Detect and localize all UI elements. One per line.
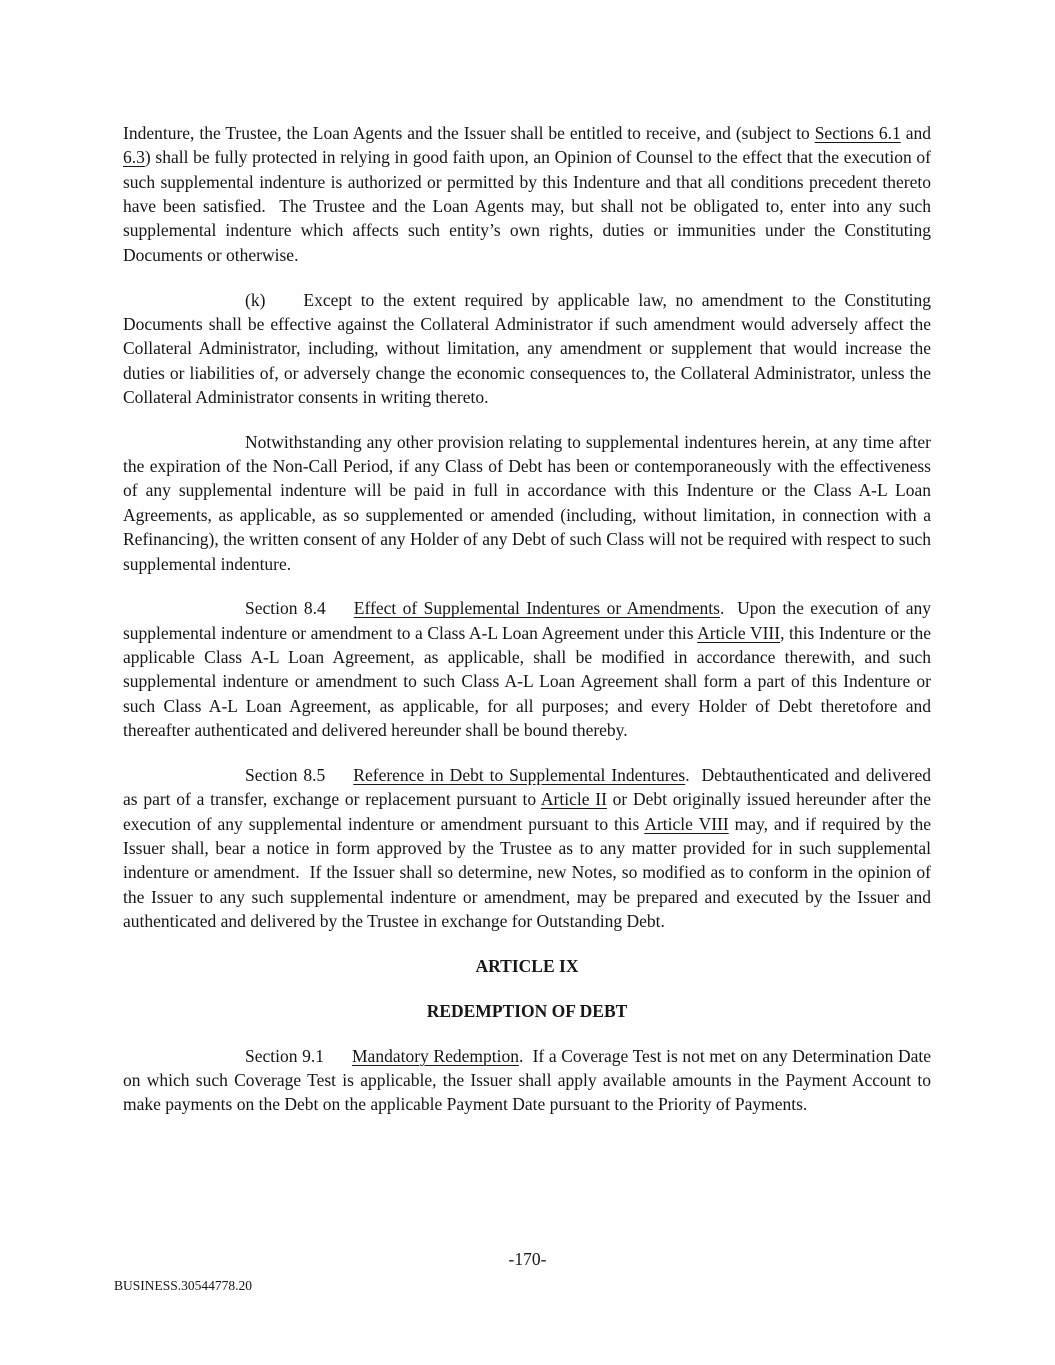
paragraph bbox=[123, 121, 931, 267]
underlined-text-run: 6.3 bbox=[123, 147, 145, 168]
text-run: , this Indenture or the applicable Class A-L Loan Agreement, as applicable, shall be modified in accordance therewith, and such supplemental indenture or amendment to such Class A-L Loan Agreement shall form a part of this Indenture or such Class A-L Loan Agreement, as applicable, for all purposes; and every Holder of Debt theretofore and thereafter authenticated and delivered hereunder shall be bound thereby. bbox=[123, 622, 931, 741]
underlined-text-run: Article VIII bbox=[644, 813, 729, 834]
article-heading: ARTICLE IX bbox=[475, 955, 579, 976]
text-run: and bbox=[900, 123, 931, 143]
text-run: Section 8.5 bbox=[245, 764, 326, 785]
text-run: . If a Coverage Test is not met on any Determination Date on which such Coverage Test is applicable, the Issuer shall apply available amounts in the Payment Account to make payments on the Debt on the applicable Payment Date pursuant to the Priority of Payments. bbox=[123, 1045, 931, 1115]
text-run: . Debtauthenticated and delivered as part of a transfer, exchange or replacement pursuant to bbox=[123, 764, 931, 810]
underlined-text-run: Article VIII bbox=[697, 622, 781, 643]
text-run: . Upon the execution of any supplemental indenture or amendment to a Class A-L Loan Agreement under this bbox=[123, 598, 932, 643]
text-run: Section 9.1 bbox=[245, 1045, 324, 1066]
underlined-text-run: Effect of Supplemental Indentures or Amendments bbox=[353, 598, 720, 619]
paragraph bbox=[123, 288, 931, 410]
page-number: -170- bbox=[508, 1249, 547, 1269]
paragraph bbox=[123, 763, 931, 933]
paragraph bbox=[123, 430, 931, 576]
text-run: Section 8.4 bbox=[245, 598, 326, 619]
text-run: Except to the extent required by applicable law, no amendment to the Constituting Documents shall be effective against the Collateral Administrator if such amendment would adversely affect the Collateral Administrator, including, without limitation, any amendment or supplement that would increase the duties or liabilities of, or adversely change the economic consequences to, the Collateral Administrator, unless the Collateral Administrator consents in writing thereto. bbox=[123, 289, 931, 407]
text-run: may, and if required by the Issuer shall, bear a notice in form approved by the Trustee as to any matter provided for in such supplemental indenture or amendment. If the Issuer shall so determine, new Notes, so modified as to conform in the opinion of the Issuer to any such supplemental indenture or amendment, may be prepared and executed by the Issuer and authenticated and delivered by the Trustee in exchange for Outstanding Debt. bbox=[123, 813, 931, 931]
text-run: Indenture, the Trustee, the Loan Agents and the Issuer shall be entitled to receive, and (subject to bbox=[123, 123, 815, 143]
underlined-text-run: Sections 6.1 bbox=[814, 123, 901, 143]
underlined-text-run: Mandatory Redemption bbox=[352, 1045, 519, 1066]
text-run: Notwithstanding any other provision relating to supplemental indentures herein, at any time after the expiration of the Non-Call Period, if any Class of Debt has been or contemporaneously with the effectiveness of any supplemental indenture will be paid in full in accordance with this Indenture or the Class A-L Loan Agreements, as applicable, as so supplemented or amended (including, without limitation, in connection with a Refinancing), the written consent of any Holder of any Debt of such Class will not be required with respect to such supplemental indenture. bbox=[123, 431, 931, 574]
article-heading: REDEMPTION OF DEBT bbox=[426, 1000, 628, 1021]
text-run: or Debt originally issued hereunder after the execution of any supplemental indenture or amendment pursuant to this bbox=[123, 789, 932, 834]
document-id: BUSINESS.30544778.20 bbox=[114, 1278, 253, 1293]
text-run: (k) bbox=[245, 289, 266, 310]
paragraph bbox=[123, 596, 931, 742]
paragraph bbox=[123, 1044, 931, 1117]
text-run: ) shall be fully protected in relying in good faith upon, an Opinion of Counsel to the effect that the execution of such supplemental indenture is authorized or permitted by this Indenture and that all conditions precedent thereto have been satisfied. The Trustee and the Loan Agents may, but shall not be obligated to, enter into any such supplemental indenture which affects such entity’s own rights, duties or immunities under the Constituting Documents or otherwise. bbox=[123, 147, 931, 265]
document-body bbox=[123, 121, 931, 1137]
underlined-text-run: Reference in Debt to Supplemental Indentures bbox=[353, 764, 686, 785]
underlined-text-run: Article II bbox=[540, 789, 607, 810]
